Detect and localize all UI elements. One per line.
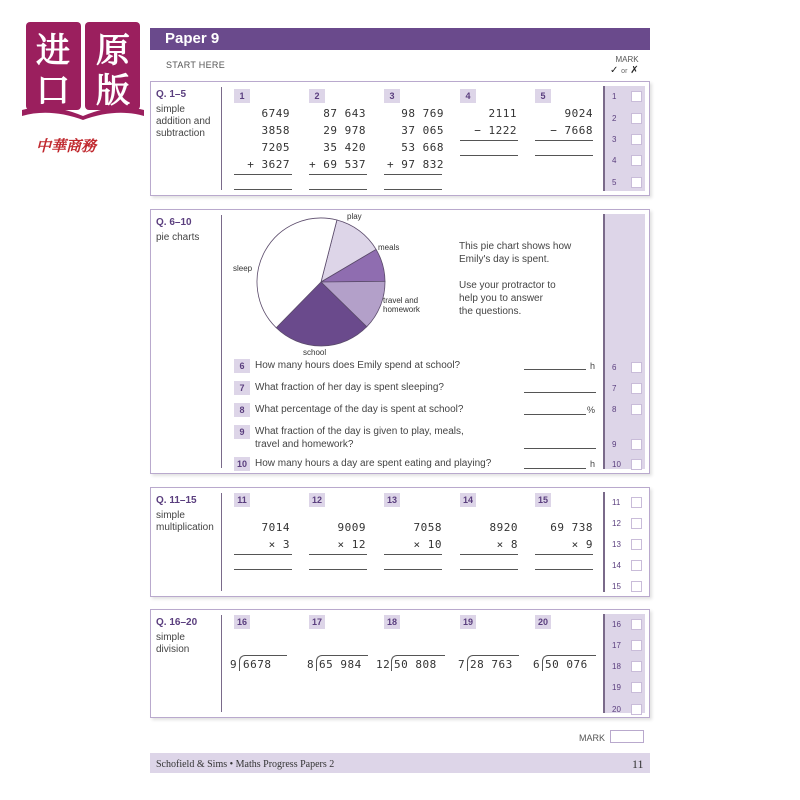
answer-line[interactable] xyxy=(524,414,586,415)
mark-box[interactable] xyxy=(631,459,642,470)
unit-label: h xyxy=(590,459,596,469)
mark-row xyxy=(611,538,645,552)
pie-label-travel-homework: travel and homework xyxy=(383,296,420,314)
operand: 35 420 xyxy=(323,141,366,154)
cross-icon: ✗ xyxy=(630,65,639,76)
pie-info-text: This pie chart shows how Emily's day is spent. Use your protractor to help you to answer the questions. xyxy=(459,241,572,317)
mark-box[interactable] xyxy=(631,362,642,373)
mark-box[interactable] xyxy=(631,134,642,145)
operand: 2111 xyxy=(488,107,517,120)
mark-number: 19 xyxy=(612,683,621,692)
total-mark-label: MARK xyxy=(579,733,606,743)
question-number-18: 18 xyxy=(384,615,400,629)
question-text: What fraction of the day is given to play, meals, xyxy=(255,426,464,437)
answer-line[interactable] xyxy=(234,569,292,570)
mark-number: 17 xyxy=(612,641,621,650)
question-number-15: 15 xyxy=(535,493,551,507)
operand: 7205 xyxy=(261,141,290,154)
operand: + 3627 xyxy=(247,158,290,171)
section-multiplication xyxy=(150,487,650,597)
pie-label-play: play xyxy=(347,212,362,221)
question-number-5: 5 xyxy=(535,89,551,103)
answer-line[interactable] xyxy=(309,569,367,570)
mark-box[interactable] xyxy=(631,497,642,508)
dividend: 28 763 xyxy=(470,658,513,671)
operand: 6749 xyxy=(261,107,290,120)
operand: 9009 xyxy=(337,521,366,534)
unit-label: % xyxy=(587,405,596,415)
mark-column xyxy=(603,214,645,469)
logo-char: 进 xyxy=(36,31,70,71)
page-title: Paper 9 xyxy=(165,30,220,47)
question-text: How many hours does Emily spend at school? xyxy=(255,360,461,371)
section-description: simple division xyxy=(156,632,190,655)
operand: − 7668 xyxy=(550,124,593,137)
divisor: 6 xyxy=(533,658,541,671)
mark-row xyxy=(611,90,645,104)
section-title: Q. 6–10 xyxy=(156,217,192,228)
question-number-6: 6 xyxy=(234,359,250,373)
operand: 7058 xyxy=(413,521,442,534)
question-text: What percentage of the day is spent at school? xyxy=(255,404,464,415)
answer-line[interactable] xyxy=(524,369,586,370)
start-here-label: START HERE xyxy=(166,60,226,70)
answer-line[interactable] xyxy=(234,554,292,555)
operand: × 9 xyxy=(571,538,593,551)
question-number-19: 19 xyxy=(460,615,476,629)
page-number: 11 xyxy=(632,757,644,771)
section-addition-subtraction xyxy=(150,81,650,196)
question-number-16: 16 xyxy=(234,615,250,629)
operand: × 3 xyxy=(268,538,290,551)
question-text: What fraction of her day is spent sleeping? xyxy=(255,382,444,393)
pie-chart xyxy=(251,212,391,352)
mark-number: 9 xyxy=(612,440,617,449)
operand: 69 738 xyxy=(550,521,593,534)
question-number-1: 1 xyxy=(234,89,250,103)
mark-row xyxy=(611,176,645,190)
divisor: 8 xyxy=(307,658,315,671)
question-text: How many hours a day are spent eating and playing? xyxy=(255,458,492,469)
logo-char: 口 xyxy=(36,71,70,111)
mark-number: 16 xyxy=(612,620,621,629)
series-name: Maths Progress Papers 2 xyxy=(235,759,335,770)
answer-line[interactable] xyxy=(535,569,593,570)
operand: 98 769 xyxy=(401,107,444,120)
mark-number: 14 xyxy=(612,561,621,570)
unit-label: h xyxy=(590,361,596,371)
logo-char: 原 xyxy=(96,31,130,71)
divisor: 7 xyxy=(458,658,466,671)
operand: 53 668 xyxy=(401,141,444,154)
section-description: simple addition and subtraction xyxy=(156,104,211,139)
mark-column xyxy=(603,614,645,713)
divisor: 9 xyxy=(230,658,238,671)
mark-number: 13 xyxy=(612,540,621,549)
mark-number: 5 xyxy=(612,178,617,187)
answer-line[interactable] xyxy=(535,140,593,141)
operand: 37 065 xyxy=(401,124,444,137)
dividend: 65 984 xyxy=(319,658,362,671)
section-title: Q. 11–15 xyxy=(156,495,197,506)
section-division xyxy=(150,609,650,718)
answer-line[interactable] xyxy=(384,554,442,555)
question-number-3: 3 xyxy=(384,89,400,103)
mark-row xyxy=(611,681,645,695)
section-divider xyxy=(221,615,222,712)
mark-row xyxy=(611,382,645,396)
total-mark-box[interactable] xyxy=(610,730,644,743)
mark-box[interactable] xyxy=(631,704,642,715)
mark-row xyxy=(611,618,645,632)
mark-row xyxy=(611,438,645,452)
operand: 29 978 xyxy=(323,124,366,137)
question-number-13: 13 xyxy=(384,493,400,507)
mark-number: 18 xyxy=(612,662,621,671)
mark-row xyxy=(611,112,645,126)
answer-line[interactable] xyxy=(524,392,596,393)
mark-row xyxy=(611,703,645,717)
dividend: 50 076 xyxy=(545,658,588,671)
answer-line[interactable] xyxy=(234,189,292,190)
section-divider xyxy=(221,87,222,190)
operand: 7014 xyxy=(261,521,290,534)
operand: 8920 xyxy=(489,521,518,534)
answer-line[interactable] xyxy=(460,140,518,141)
mark-number: 7 xyxy=(612,384,617,393)
question-number-4: 4 xyxy=(460,89,476,103)
section-divider xyxy=(221,493,222,591)
answer-line[interactable] xyxy=(234,174,292,175)
operand: × 8 xyxy=(496,538,518,551)
mark-number: 8 xyxy=(612,405,617,414)
mark-row xyxy=(611,580,645,594)
operand: 3858 xyxy=(261,124,290,137)
question-number-9: 9 xyxy=(234,425,250,439)
answer-line[interactable] xyxy=(309,554,367,555)
footer-text xyxy=(156,759,334,770)
logo-char: 版 xyxy=(96,71,130,111)
mark-number: 4 xyxy=(612,156,617,165)
mark-box[interactable] xyxy=(631,661,642,672)
mark-column xyxy=(603,86,645,191)
mark-box[interactable] xyxy=(631,383,642,394)
section-title: Q. 1–5 xyxy=(156,89,187,100)
mark-box[interactable] xyxy=(631,518,642,529)
mark-number: 1 xyxy=(612,92,617,101)
question-number-8: 8 xyxy=(234,403,250,417)
mark-box[interactable] xyxy=(631,439,642,450)
answer-line[interactable] xyxy=(309,174,367,175)
section-title: Q. 16–20 xyxy=(156,617,198,628)
mark-number: 20 xyxy=(612,705,621,714)
answer-line[interactable] xyxy=(384,189,442,190)
operand: + 69 537 xyxy=(309,158,366,171)
answer-line[interactable] xyxy=(384,569,442,570)
answer-line[interactable] xyxy=(460,569,518,570)
footer-bullet: • xyxy=(229,759,234,770)
logo-book-icon xyxy=(20,20,146,120)
operand: + 97 832 xyxy=(387,158,444,171)
question-number-7: 7 xyxy=(234,381,250,395)
answer-line[interactable] xyxy=(460,155,518,156)
operand: 9024 xyxy=(564,107,593,120)
mark-box[interactable] xyxy=(631,682,642,693)
mark-number: 12 xyxy=(612,519,621,528)
mark-number: 2 xyxy=(612,114,617,123)
mark-row xyxy=(611,639,645,653)
mark-box[interactable] xyxy=(631,404,642,415)
answer-line[interactable] xyxy=(524,448,596,449)
question-number-12: 12 xyxy=(309,493,325,507)
logo-caption: 中華商務 xyxy=(36,137,97,155)
answer-line[interactable] xyxy=(460,554,518,555)
mark-row xyxy=(611,361,645,375)
mark-box[interactable] xyxy=(631,619,642,630)
question-number-10: 10 xyxy=(234,457,250,471)
mark-column xyxy=(603,492,645,592)
mark-number: 3 xyxy=(612,135,617,144)
pie-label-sleep: sleep xyxy=(233,264,253,273)
pie-label-school: school xyxy=(303,348,327,357)
question-text-cont: travel and homework? xyxy=(255,439,354,450)
divisor: 12 xyxy=(376,658,391,671)
answer-line[interactable] xyxy=(524,468,586,469)
section-description: pie charts xyxy=(156,232,200,243)
operand: × 12 xyxy=(337,538,366,551)
mark-row xyxy=(611,517,645,531)
mark-row xyxy=(611,154,645,168)
publisher-name: Schofield & Sims xyxy=(156,759,228,770)
question-number-20: 20 xyxy=(535,615,551,629)
answer-line[interactable] xyxy=(309,189,367,190)
operand: × 10 xyxy=(413,538,442,551)
mark-header: MARK xyxy=(615,55,639,64)
question-number-14: 14 xyxy=(460,493,476,507)
tick-icon: ✓ xyxy=(610,65,619,76)
mark-row xyxy=(611,403,645,417)
question-number-2: 2 xyxy=(309,89,325,103)
mark-box[interactable] xyxy=(631,640,642,651)
mark-box[interactable] xyxy=(631,177,642,188)
mark-box[interactable] xyxy=(631,560,642,571)
title-bar xyxy=(150,28,650,50)
mark-number: 15 xyxy=(612,582,621,591)
mark-number: 6 xyxy=(612,363,617,372)
dividend: 50 808 xyxy=(394,658,437,671)
mark-box[interactable] xyxy=(631,581,642,592)
answer-line[interactable] xyxy=(535,155,593,156)
pie-label-meals: meals xyxy=(378,243,400,252)
operand: 87 643 xyxy=(323,107,366,120)
mark-box[interactable] xyxy=(631,113,642,124)
dividend: 6678 xyxy=(243,658,272,671)
mark-box[interactable] xyxy=(631,155,642,166)
question-number-17: 17 xyxy=(309,615,325,629)
operand: − 1222 xyxy=(474,124,517,137)
section-pie-charts xyxy=(150,209,650,474)
section-description: simple multiplication xyxy=(156,510,214,533)
section-divider xyxy=(221,215,222,468)
mark-box[interactable] xyxy=(631,539,642,550)
mark-box[interactable] xyxy=(631,91,642,102)
mark-row xyxy=(611,559,645,573)
mark-row xyxy=(611,660,645,674)
mark-number: 10 xyxy=(612,460,621,469)
mark-row xyxy=(611,133,645,147)
answer-line[interactable] xyxy=(384,174,442,175)
answer-line[interactable] xyxy=(535,554,593,555)
mark-or: or xyxy=(621,68,628,75)
mark-row xyxy=(611,496,645,510)
mark-number: 11 xyxy=(612,498,621,507)
question-number-11: 11 xyxy=(234,493,250,507)
mark-row xyxy=(611,458,645,472)
mark-legend xyxy=(610,65,650,76)
